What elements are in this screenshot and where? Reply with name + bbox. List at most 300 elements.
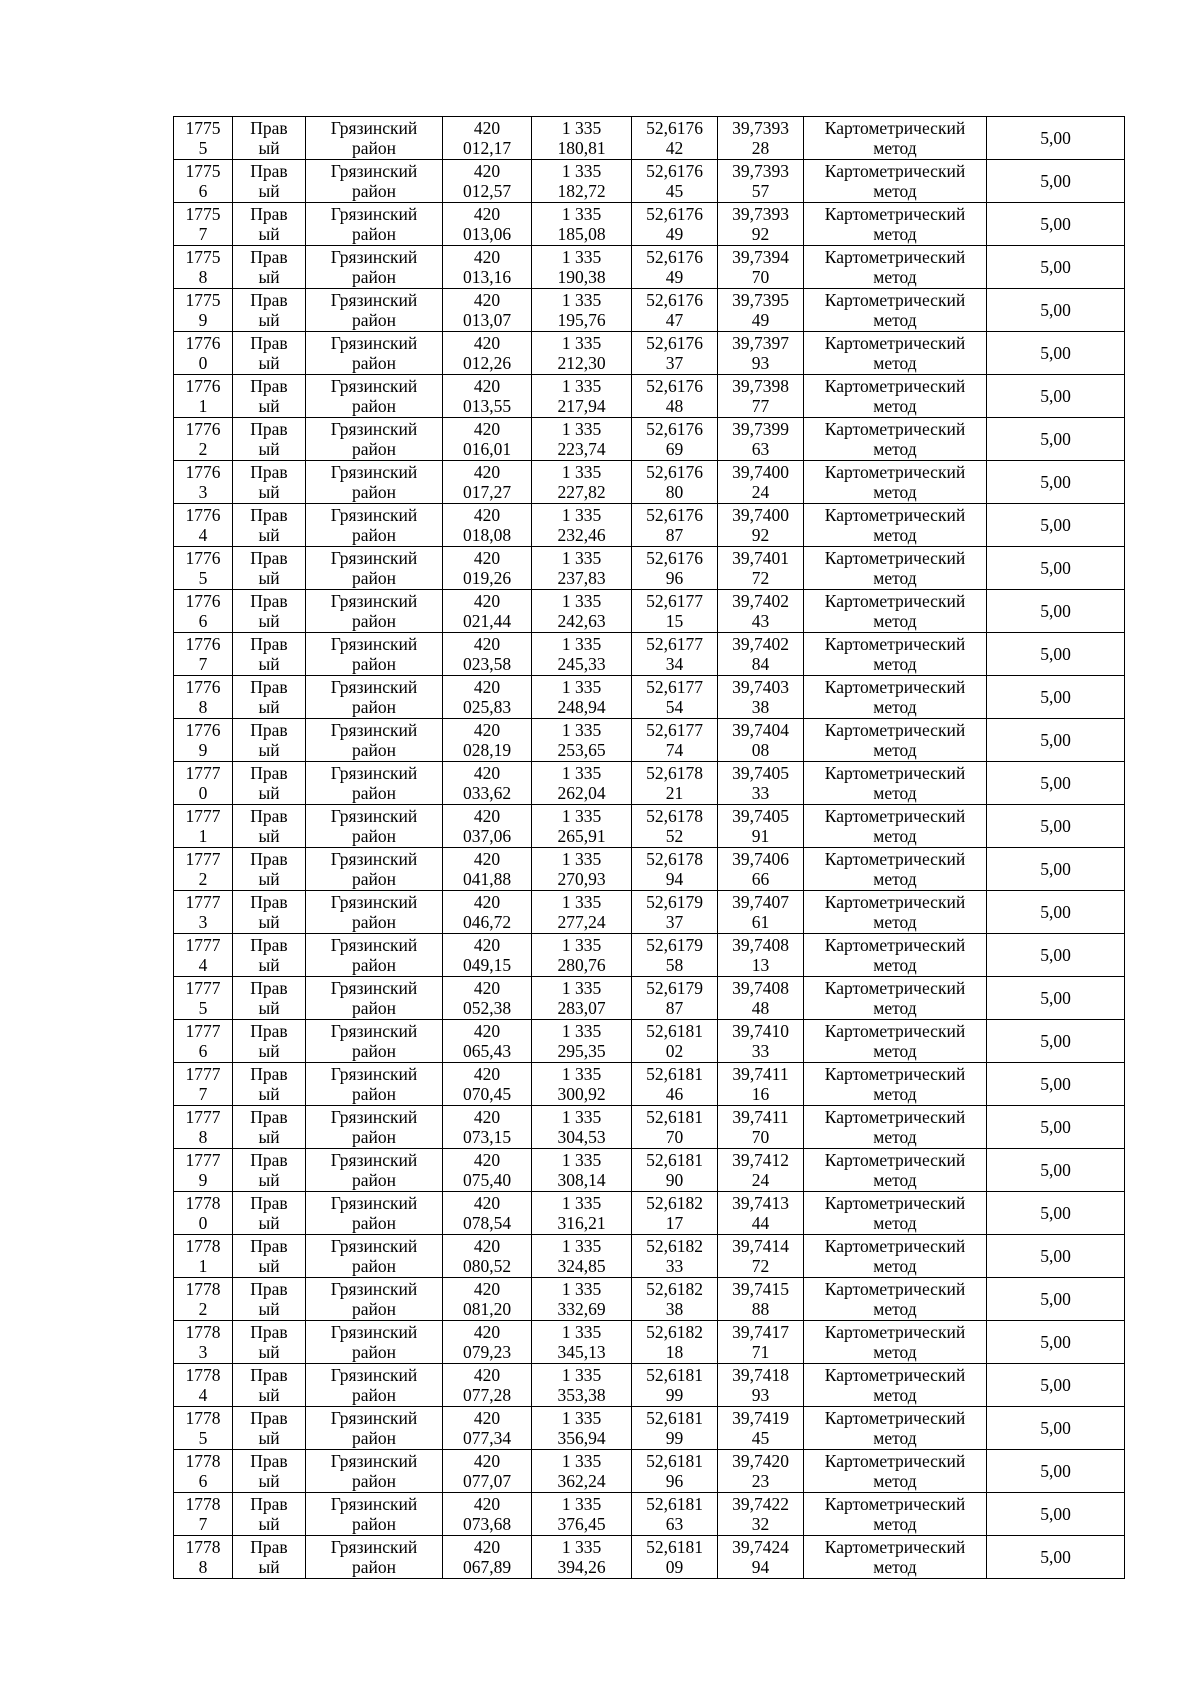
district-line: Грязинский xyxy=(330,1537,418,1557)
district-line: район xyxy=(352,568,396,588)
coordinate-x-line: 037,06 xyxy=(462,826,512,846)
coordinate-x-cell xyxy=(443,1235,532,1278)
method-cell xyxy=(804,633,987,676)
district-line: район xyxy=(352,740,396,760)
latitude-line: 52,6182 xyxy=(646,1322,703,1342)
district-line: район xyxy=(352,783,396,803)
coordinate-x-line: 046,72 xyxy=(462,912,512,932)
coordinate-x-cell xyxy=(443,117,532,160)
point-number-cell xyxy=(174,805,233,848)
longitude-line: 39,7401 xyxy=(732,548,789,568)
latitude-line: 52,6182 xyxy=(646,1279,703,1299)
latitude-cell xyxy=(632,1020,718,1063)
river-side-line: ый xyxy=(258,568,280,588)
coordinate-x-line: 420 xyxy=(473,247,501,267)
point-number-cell xyxy=(174,332,233,375)
longitude-line: 39,7405 xyxy=(732,763,789,783)
longitude-cell xyxy=(718,590,804,633)
coordinate-y-line: 1 335 xyxy=(561,376,602,396)
table-row xyxy=(174,805,1125,848)
method-line: метод xyxy=(873,1342,917,1362)
point-number-line: 8 xyxy=(198,267,208,287)
table-row xyxy=(174,461,1125,504)
district-line: Грязинский xyxy=(330,247,418,267)
river-side-line: Прав xyxy=(250,204,288,224)
point-number-line: 3 xyxy=(198,912,208,932)
river-side-line: Прав xyxy=(250,462,288,482)
point-number-line: 7 xyxy=(198,224,208,244)
coordinate-x-line: 420 xyxy=(473,505,501,525)
longitude-line: 77 xyxy=(751,396,770,416)
coordinate-y-line: 237,83 xyxy=(557,568,606,588)
longitude-line: 91 xyxy=(751,826,770,846)
river-side-line: Прав xyxy=(250,333,288,353)
coordinate-x-line: 017,27 xyxy=(462,482,512,502)
point-number-line: 1777 xyxy=(185,1150,221,1170)
method-line: метод xyxy=(873,998,917,1018)
latitude-line: 52,6176 xyxy=(646,247,703,267)
method-cell xyxy=(804,1321,987,1364)
accuracy-cell: 5,00 xyxy=(987,1536,1125,1579)
latitude-cell xyxy=(632,1149,718,1192)
coordinate-x-cell xyxy=(443,590,532,633)
method-line: метод xyxy=(873,1471,917,1491)
river-side-line: Прав xyxy=(250,1322,288,1342)
coordinate-y-line: 1 335 xyxy=(561,720,602,740)
district-cell xyxy=(306,547,443,590)
method-cell xyxy=(804,590,987,633)
method-cell xyxy=(804,1235,987,1278)
longitude-line: 23 xyxy=(751,1471,770,1491)
district-line: Грязинский xyxy=(330,1193,418,1213)
coordinate-x-cell xyxy=(443,676,532,719)
method-cell xyxy=(804,246,987,289)
latitude-line: 99 xyxy=(665,1428,684,1448)
district-cell xyxy=(306,418,443,461)
longitude-line: 38 xyxy=(751,697,770,717)
longitude-cell xyxy=(718,1149,804,1192)
river-side-line: ый xyxy=(258,998,280,1018)
coordinate-y-cell xyxy=(532,1235,632,1278)
coordinate-y-cell xyxy=(532,1536,632,1579)
longitude-line: 70 xyxy=(751,267,770,287)
coordinate-y-line: 262,04 xyxy=(557,783,606,803)
river-side-cell xyxy=(233,1278,306,1321)
coordinate-x-line: 420 xyxy=(473,548,501,568)
accuracy-cell: 5,00 xyxy=(987,375,1125,418)
district-cell xyxy=(306,805,443,848)
river-side-line: Прав xyxy=(250,591,288,611)
coordinate-y-line: 1 335 xyxy=(561,419,602,439)
point-number-line: 4 xyxy=(198,525,208,545)
coordinate-x-cell xyxy=(443,1106,532,1149)
table-row xyxy=(174,1106,1125,1149)
method-cell xyxy=(804,848,987,891)
point-number-line: 6 xyxy=(198,611,208,631)
latitude-line: 87 xyxy=(665,998,684,1018)
latitude-line: 37 xyxy=(665,912,684,932)
latitude-line: 49 xyxy=(665,224,684,244)
latitude-line: 52,6176 xyxy=(646,204,703,224)
point-number-line: 1776 xyxy=(185,634,221,654)
accuracy-cell: 5,00 xyxy=(987,1063,1125,1106)
method-line: Картометрический xyxy=(824,204,966,224)
latitude-cell xyxy=(632,289,718,332)
method-line: метод xyxy=(873,181,917,201)
coordinate-x-cell xyxy=(443,1407,532,1450)
boundary-points-table xyxy=(173,116,1125,1579)
coordinate-x-line: 075,40 xyxy=(462,1170,512,1190)
coordinate-y-line: 1 335 xyxy=(561,290,602,310)
point-number-cell xyxy=(174,160,233,203)
longitude-cell xyxy=(718,1536,804,1579)
coordinate-y-line: 394,26 xyxy=(557,1557,606,1577)
longitude-cell xyxy=(718,762,804,805)
latitude-line: 52,6179 xyxy=(646,935,703,955)
latitude-cell xyxy=(632,1278,718,1321)
coordinate-y-cell xyxy=(532,332,632,375)
river-side-line: ый xyxy=(258,1299,280,1319)
coordinate-y-cell xyxy=(532,547,632,590)
method-line: метод xyxy=(873,1557,917,1577)
coordinate-y-line: 270,93 xyxy=(557,869,606,889)
longitude-line: 92 xyxy=(751,224,770,244)
latitude-line: 37 xyxy=(665,353,684,373)
method-line: метод xyxy=(873,1256,917,1276)
river-side-line: Прав xyxy=(250,1107,288,1127)
point-number-line: 7 xyxy=(198,1514,208,1534)
latitude-line: 21 xyxy=(665,783,684,803)
river-side-line: Прав xyxy=(250,806,288,826)
point-number-line: 2 xyxy=(198,869,208,889)
latitude-line: 70 xyxy=(665,1127,684,1147)
accuracy-cell: 5,00 xyxy=(987,1192,1125,1235)
point-number-line: 0 xyxy=(198,353,208,373)
coordinate-x-line: 420 xyxy=(473,1107,501,1127)
method-line: Картометрический xyxy=(824,548,966,568)
coordinate-x-cell xyxy=(443,375,532,418)
latitude-line: 52,6177 xyxy=(646,720,703,740)
longitude-line: 39,7393 xyxy=(732,161,789,181)
point-number-line: 6 xyxy=(198,1471,208,1491)
river-side-line: Прав xyxy=(250,634,288,654)
method-cell xyxy=(804,117,987,160)
coordinate-y-line: 1 335 xyxy=(561,1236,602,1256)
point-number-cell xyxy=(174,246,233,289)
longitude-line: 92 xyxy=(751,525,770,545)
coordinate-x-line: 420 xyxy=(473,677,501,697)
river-side-cell xyxy=(233,590,306,633)
method-line: метод xyxy=(873,138,917,158)
longitude-cell xyxy=(718,1278,804,1321)
coordinate-y-cell xyxy=(532,1192,632,1235)
longitude-line: 39,7397 xyxy=(732,333,789,353)
method-line: Картометрический xyxy=(824,677,966,697)
latitude-cell xyxy=(632,762,718,805)
table-row xyxy=(174,633,1125,676)
method-line: метод xyxy=(873,310,917,330)
river-side-line: Прав xyxy=(250,1279,288,1299)
method-line: Картометрический xyxy=(824,1408,966,1428)
coordinate-y-line: 1 335 xyxy=(561,333,602,353)
accuracy-cell: 5,00 xyxy=(987,633,1125,676)
river-side-line: ый xyxy=(258,1557,280,1577)
method-line: метод xyxy=(873,525,917,545)
point-number-cell xyxy=(174,1149,233,1192)
longitude-cell xyxy=(718,547,804,590)
coordinate-x-line: 420 xyxy=(473,1193,501,1213)
method-line: Картометрический xyxy=(824,1193,966,1213)
district-cell xyxy=(306,1020,443,1063)
district-line: Грязинский xyxy=(330,118,418,138)
table-row xyxy=(174,1192,1125,1235)
point-number-line: 0 xyxy=(198,783,208,803)
method-cell xyxy=(804,332,987,375)
method-line: метод xyxy=(873,654,917,674)
table-row xyxy=(174,1278,1125,1321)
coordinate-x-line: 420 xyxy=(473,1537,501,1557)
district-line: Грязинский xyxy=(330,1150,418,1170)
latitude-cell xyxy=(632,547,718,590)
district-line: район xyxy=(352,138,396,158)
district-line: район xyxy=(352,654,396,674)
longitude-line: 39,7410 xyxy=(732,1021,789,1041)
point-number-line: 1777 xyxy=(185,763,221,783)
coordinate-y-line: 1 335 xyxy=(561,763,602,783)
district-cell xyxy=(306,1149,443,1192)
latitude-cell xyxy=(632,1235,718,1278)
method-line: метод xyxy=(873,912,917,932)
method-line: Картометрический xyxy=(824,892,966,912)
point-number-line: 1778 xyxy=(185,1322,221,1342)
coordinate-y-cell xyxy=(532,160,632,203)
point-number-line: 0 xyxy=(198,1213,208,1233)
latitude-line: 46 xyxy=(665,1084,684,1104)
coordinate-x-cell xyxy=(443,1364,532,1407)
coordinate-y-line: 1 335 xyxy=(561,462,602,482)
table-row xyxy=(174,891,1125,934)
longitude-line: 39,7403 xyxy=(732,677,789,697)
coordinate-y-line: 277,24 xyxy=(557,912,606,932)
coordinate-y-line: 1 335 xyxy=(561,1021,602,1041)
table-row xyxy=(174,1149,1125,1192)
river-side-cell xyxy=(233,418,306,461)
river-side-line: ый xyxy=(258,439,280,459)
river-side-cell xyxy=(233,848,306,891)
method-line: метод xyxy=(873,1041,917,1061)
table-row xyxy=(174,719,1125,762)
method-line: метод xyxy=(873,1514,917,1534)
point-number-cell xyxy=(174,1493,233,1536)
river-side-cell xyxy=(233,461,306,504)
longitude-line: 39,7400 xyxy=(732,505,789,525)
longitude-cell xyxy=(718,633,804,676)
latitude-cell xyxy=(632,1063,718,1106)
district-line: Грязинский xyxy=(330,1451,418,1471)
river-side-line: Прав xyxy=(250,1236,288,1256)
district-line: район xyxy=(352,697,396,717)
point-number-line: 1778 xyxy=(185,1236,221,1256)
longitude-line: 39,7393 xyxy=(732,118,789,138)
point-number-line: 1778 xyxy=(185,1193,221,1213)
coordinate-x-line: 070,45 xyxy=(462,1084,512,1104)
river-side-cell xyxy=(233,719,306,762)
coordinate-y-line: 182,72 xyxy=(557,181,606,201)
coordinate-x-cell xyxy=(443,1063,532,1106)
accuracy-cell: 5,00 xyxy=(987,246,1125,289)
point-number-line: 1775 xyxy=(185,118,221,138)
accuracy-cell: 5,00 xyxy=(987,1235,1125,1278)
coordinate-x-cell xyxy=(443,977,532,1020)
method-line: метод xyxy=(873,783,917,803)
district-cell xyxy=(306,1192,443,1235)
method-cell xyxy=(804,375,987,418)
point-number-cell xyxy=(174,1020,233,1063)
river-side-line: ый xyxy=(258,654,280,674)
latitude-cell xyxy=(632,1192,718,1235)
river-side-cell xyxy=(233,1493,306,1536)
latitude-line: 58 xyxy=(665,955,684,975)
coordinate-x-cell xyxy=(443,332,532,375)
coordinate-y-line: 353,38 xyxy=(557,1385,606,1405)
coordinate-x-line: 420 xyxy=(473,1365,501,1385)
longitude-line: 24 xyxy=(751,482,770,502)
district-cell xyxy=(306,1063,443,1106)
accuracy-cell: 5,00 xyxy=(987,289,1125,332)
point-number-line: 1778 xyxy=(185,1494,221,1514)
river-side-line: Прав xyxy=(250,892,288,912)
point-number-cell xyxy=(174,719,233,762)
longitude-line: 49 xyxy=(751,310,770,330)
district-line: район xyxy=(352,1342,396,1362)
longitude-line: 39,7408 xyxy=(732,935,789,955)
coordinate-y-line: 232,46 xyxy=(557,525,606,545)
method-line: метод xyxy=(873,1213,917,1233)
river-side-line: ый xyxy=(258,482,280,502)
point-number-line: 7 xyxy=(198,1084,208,1104)
coordinate-y-line: 253,65 xyxy=(557,740,606,760)
latitude-line: 52,6179 xyxy=(646,892,703,912)
river-side-cell xyxy=(233,934,306,977)
river-side-line: Прав xyxy=(250,1408,288,1428)
coordinate-x-line: 420 xyxy=(473,1279,501,1299)
coordinate-x-line: 420 xyxy=(473,1408,501,1428)
accuracy-cell: 5,00 xyxy=(987,891,1125,934)
coordinate-y-cell xyxy=(532,1149,632,1192)
point-number-cell xyxy=(174,1235,233,1278)
river-side-cell xyxy=(233,289,306,332)
longitude-line: 39,7398 xyxy=(732,376,789,396)
coordinate-x-line: 078,54 xyxy=(462,1213,512,1233)
river-side-line: Прав xyxy=(250,1021,288,1041)
district-line: район xyxy=(352,181,396,201)
method-line: Картометрический xyxy=(824,1236,966,1256)
method-line: метод xyxy=(873,396,917,416)
table-row xyxy=(174,375,1125,418)
coordinate-y-cell xyxy=(532,848,632,891)
river-side-cell xyxy=(233,1020,306,1063)
coordinate-y-line: 376,45 xyxy=(557,1514,606,1534)
district-line: Грязинский xyxy=(330,548,418,568)
method-cell xyxy=(804,1278,987,1321)
latitude-cell xyxy=(632,1450,718,1493)
longitude-cell xyxy=(718,418,804,461)
coordinate-x-line: 025,83 xyxy=(462,697,512,717)
district-line: район xyxy=(352,1170,396,1190)
district-cell xyxy=(306,977,443,1020)
point-number-line: 1776 xyxy=(185,376,221,396)
method-line: Картометрический xyxy=(824,634,966,654)
point-number-line: 4 xyxy=(198,1385,208,1405)
coordinate-y-cell xyxy=(532,1407,632,1450)
method-line: метод xyxy=(873,697,917,717)
latitude-line: 52,6179 xyxy=(646,978,703,998)
river-side-line: Прав xyxy=(250,419,288,439)
coordinate-y-line: 280,76 xyxy=(557,955,606,975)
point-number-line: 1778 xyxy=(185,1537,221,1557)
method-cell xyxy=(804,676,987,719)
latitude-line: 96 xyxy=(665,568,684,588)
method-line: Картометрический xyxy=(824,1451,966,1471)
point-number-line: 6 xyxy=(198,181,208,201)
district-line: Грязинский xyxy=(330,333,418,353)
latitude-line: 52,6181 xyxy=(646,1107,703,1127)
coordinate-y-line: 304,53 xyxy=(557,1127,606,1147)
table-body xyxy=(174,117,1125,1579)
method-line: Картометрический xyxy=(824,1322,966,1342)
river-side-cell xyxy=(233,1106,306,1149)
longitude-line: 84 xyxy=(751,654,770,674)
coordinate-x-line: 420 xyxy=(473,978,501,998)
river-side-cell xyxy=(233,762,306,805)
method-line: Картометрический xyxy=(824,333,966,353)
longitude-line: 63 xyxy=(751,439,770,459)
method-cell xyxy=(804,805,987,848)
coordinate-x-line: 420 xyxy=(473,333,501,353)
point-number-line: 1 xyxy=(198,1256,208,1276)
latitude-cell xyxy=(632,246,718,289)
coordinate-y-line: 1 335 xyxy=(561,849,602,869)
district-line: Грязинский xyxy=(330,1365,418,1385)
latitude-line: 52,6176 xyxy=(646,419,703,439)
latitude-cell xyxy=(632,332,718,375)
latitude-line: 52,6176 xyxy=(646,290,703,310)
latitude-line: 96 xyxy=(665,1471,684,1491)
district-cell xyxy=(306,719,443,762)
latitude-line: 52,6177 xyxy=(646,634,703,654)
district-line: Грязинский xyxy=(330,462,418,482)
point-number-cell xyxy=(174,375,233,418)
coordinate-y-cell xyxy=(532,1020,632,1063)
coordinate-x-cell xyxy=(443,1450,532,1493)
coordinate-x-cell xyxy=(443,461,532,504)
river-side-line: ый xyxy=(258,1256,280,1276)
latitude-line: 52,6181 xyxy=(646,1408,703,1428)
latitude-line: 48 xyxy=(665,396,684,416)
coordinate-y-line: 248,94 xyxy=(557,697,606,717)
district-cell xyxy=(306,289,443,332)
method-cell xyxy=(804,934,987,977)
table-row xyxy=(174,848,1125,891)
point-number-line: 3 xyxy=(198,1342,208,1362)
point-number-cell xyxy=(174,1278,233,1321)
point-number-cell xyxy=(174,1364,233,1407)
method-line: Картометрический xyxy=(824,462,966,482)
point-number-line: 1775 xyxy=(185,204,221,224)
latitude-line: 52,6178 xyxy=(646,763,703,783)
table-row xyxy=(174,676,1125,719)
latitude-line: 52,6176 xyxy=(646,333,703,353)
